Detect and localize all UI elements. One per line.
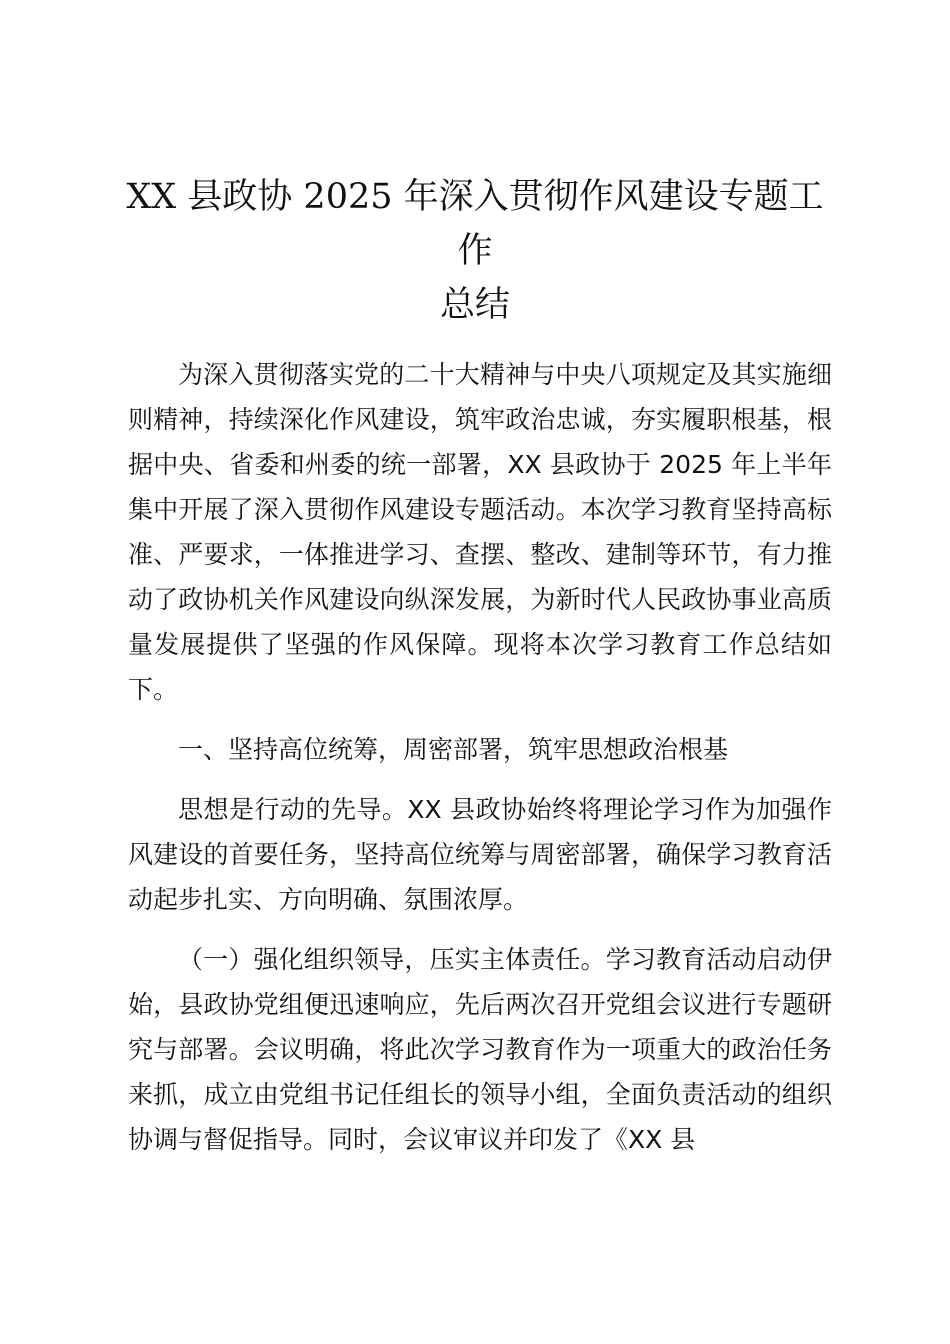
document-title xyxy=(110,170,840,332)
subsection-1-paragraph: （一）强化组织领导，压实主体责任。学习教育活动启动伊始，县政协党组便迅速响应，先后两次召开党组会议进行专题研究与部署。会议明确，将此次学习教育作为一项重大的政治任务来抓，成立由党组书记任组长的领导小组，全面负责活动的组织协调与督促指导。同时，会议审议并印发了《XX 县 xyxy=(128,945,832,1154)
title-line-1: XX 县政协 2025 年深入贯彻作风建设专题工作 xyxy=(126,177,824,271)
section-heading-1: 一、坚持高位统筹，周密部署，筑牢思想政治根基 xyxy=(178,735,729,764)
intro-paragraph: 为深入贯彻落实党的二十大精神与中央八项规定及其实施细则精神，持续深化作风建设，筑牢政治忠诚，夯实履职根基，根据中央、省委和州委的统一部署，XX 县政协于 2025 年上半年集中开展了深入贯彻作风建设专题活动。本次学习教育坚持高标准、严要求，一体推进学习、查摆、整改、建制等环节，有力推动了政协机关作风建设向纵深发展，为新时代人民政协事业高质量发展提供了坚强的作风保障。现将本次学习教育工作总结如下。 xyxy=(128,360,832,704)
section-1-paragraph: 思想是行动的先导。XX 县政协始终将理论学习作为加强作风建设的首要任务，坚持高位统筹与周密部署，确保学习教育活动起步扎实、方向明确、氛围浓厚。 xyxy=(128,795,832,914)
document-body xyxy=(128,352,832,1177)
title-line-2: 总结 xyxy=(439,285,510,325)
